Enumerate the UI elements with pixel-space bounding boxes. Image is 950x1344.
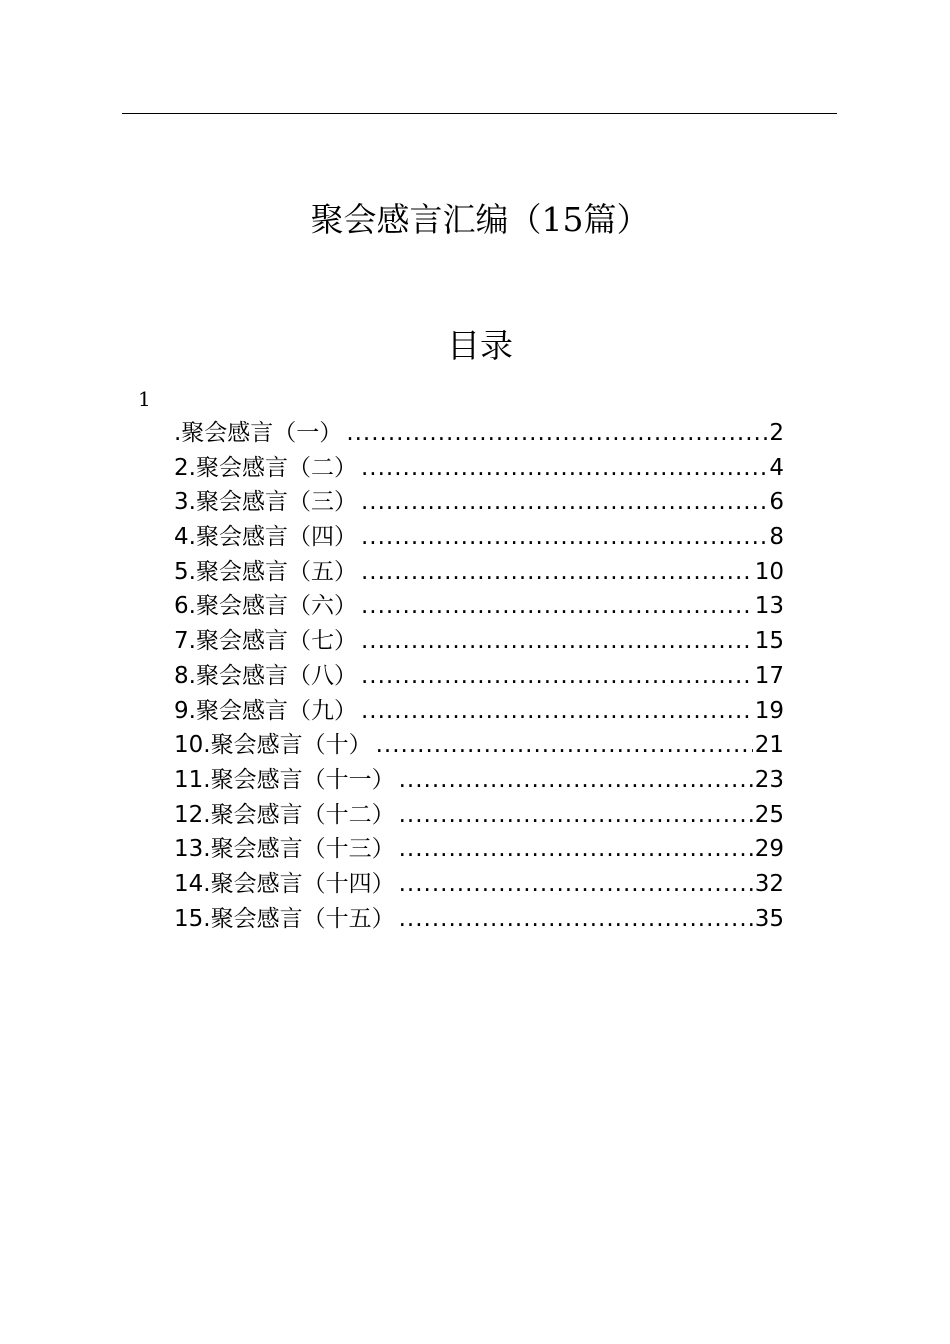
- title-text-after: 篇）: [583, 200, 650, 239]
- toc-entry-label: 2.聚会感言（二）: [174, 454, 357, 481]
- toc-dot-leader: [361, 589, 753, 624]
- toc-entry-page: 8: [769, 524, 784, 551]
- toc-dot-leader: [346, 416, 767, 451]
- toc-entry-page: 4: [769, 454, 784, 481]
- toc-entry[interactable]: [174, 416, 784, 451]
- toc-entry[interactable]: [174, 659, 784, 694]
- toc-entry-page: 2: [769, 420, 784, 446]
- toc-dot-leader: [376, 728, 753, 763]
- toc-heading: 目录: [447, 326, 513, 365]
- toc-entry-label: 12.聚会感言（十二）: [174, 801, 395, 828]
- toc-entry[interactable]: [174, 485, 784, 520]
- toc-entry-label: 10.聚会感言（十）: [174, 732, 372, 759]
- toc-entry[interactable]: [174, 832, 784, 867]
- toc-entry-label: 6.聚会感言（六）: [174, 593, 357, 620]
- toc-dot-leader: [361, 520, 767, 555]
- toc-entry[interactable]: [174, 902, 784, 937]
- toc-entry[interactable]: [174, 520, 784, 555]
- toc-entry[interactable]: [174, 451, 784, 486]
- toc-entry-page: 25: [754, 801, 784, 828]
- toc-entry-page: 15: [754, 628, 784, 655]
- toc-entry[interactable]: [174, 798, 784, 833]
- toc-entry-page: 17: [754, 662, 784, 689]
- toc-dot-leader: [361, 555, 753, 590]
- toc-entry-label: 9.聚会感言（九）: [174, 697, 357, 724]
- toc-entry-label: 11.聚会感言（十一）: [174, 766, 395, 793]
- toc-entry-label: 13.聚会感言（十三）: [174, 836, 395, 863]
- toc-entry-page: 23: [754, 766, 784, 793]
- toc-entry-page: 35: [754, 905, 784, 932]
- toc-dot-leader: [361, 624, 753, 659]
- toc-entry[interactable]: [174, 694, 784, 729]
- table-of-contents: [174, 416, 784, 936]
- toc-entry-page: 6: [769, 489, 784, 516]
- toc-entry-label: .聚会感言（一）: [174, 420, 343, 446]
- toc-dot-leader: [399, 867, 753, 902]
- toc-stray-number: 1: [138, 387, 151, 411]
- toc-dot-leader: [399, 763, 753, 798]
- toc-entry[interactable]: [174, 763, 784, 798]
- header-rule: [122, 113, 837, 114]
- toc-entry-label: 14.聚会感言（十四）: [174, 870, 395, 897]
- toc-dot-leader: [361, 659, 753, 694]
- toc-dot-leader: [399, 902, 753, 937]
- toc-entry-label: 4.聚会感言（四）: [174, 524, 357, 551]
- toc-entry-label: 5.聚会感言（五）: [174, 558, 357, 585]
- toc-entry-page: 21: [754, 732, 784, 759]
- toc-entry[interactable]: [174, 555, 784, 590]
- toc-entry[interactable]: [174, 867, 784, 902]
- toc-dot-leader: [399, 798, 753, 833]
- toc-entry-page: 29: [754, 836, 784, 863]
- title-text-before: 聚会感言汇编（: [310, 200, 542, 239]
- title-number: 15: [541, 200, 584, 239]
- toc-entry-page: 10: [754, 558, 784, 585]
- toc-entry-page: 13: [754, 593, 784, 620]
- document-title: [0, 198, 950, 242]
- toc-entry-label: 3.聚会感言（三）: [174, 489, 357, 516]
- toc-entry-label: 15.聚会感言（十五）: [174, 905, 395, 932]
- toc-entry-page: 19: [754, 697, 784, 724]
- toc-entry-page: 32: [754, 870, 784, 897]
- toc-dot-leader: [361, 485, 767, 520]
- toc-dot-leader: [361, 451, 767, 486]
- toc-entry[interactable]: [174, 589, 784, 624]
- toc-dot-leader: [399, 832, 753, 867]
- toc-entry[interactable]: [174, 624, 784, 659]
- toc-entry-label: 7.聚会感言（七）: [174, 628, 357, 655]
- toc-dot-leader: [361, 694, 753, 729]
- toc-entry[interactable]: [174, 728, 784, 763]
- toc-entry-label: 8.聚会感言（八）: [174, 662, 357, 689]
